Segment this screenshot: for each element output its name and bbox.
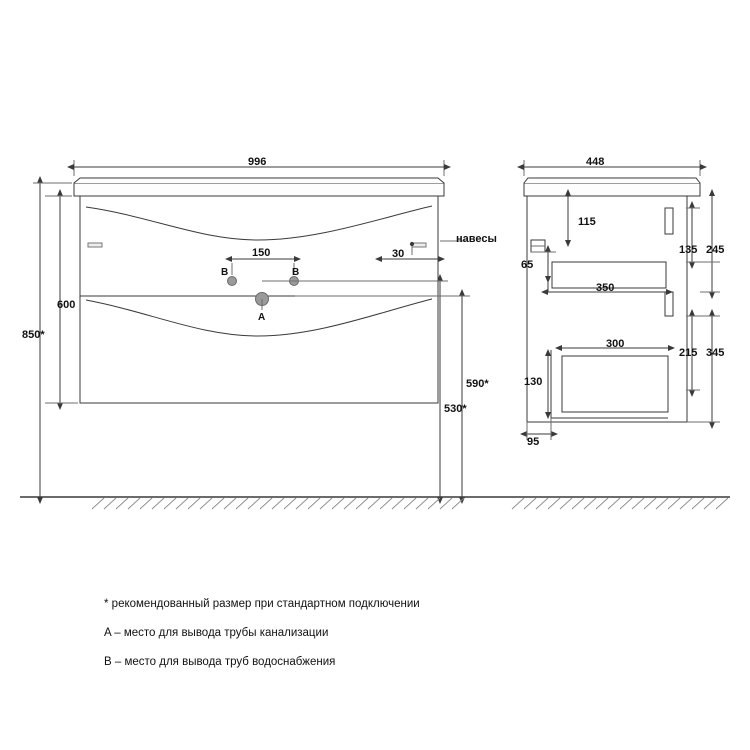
dim-front-total-height: 850* <box>22 329 45 341</box>
legend-notes <box>104 598 664 685</box>
dim-side-345: 345 <box>706 347 725 359</box>
note-recommended-size: * рекомендованный размер при стандартном подключении <box>104 598 420 610</box>
note-point-a: A – место для вывода трубы канализации <box>104 627 329 639</box>
dim-side-95: 95 <box>527 436 540 448</box>
dim-front-cabinet-height: 600 <box>57 299 76 311</box>
dim-side-215: 215 <box>679 347 698 359</box>
hangers-label: навесы <box>456 233 497 245</box>
dim-side-350: 350 <box>596 282 615 294</box>
dim-side-65: 65 <box>521 259 534 271</box>
note-point-b: B – место для вывода труб водоснабжения <box>104 656 336 668</box>
point-a-label: A <box>258 312 266 323</box>
dim-side-300: 300 <box>606 338 625 350</box>
dim-front-width: 996 <box>248 156 267 168</box>
dim-side-depth: 448 <box>586 156 605 168</box>
point-b-right-label: B <box>292 267 300 278</box>
dim-side-135: 135 <box>679 244 698 256</box>
point-b-left-label: B <box>221 267 229 278</box>
dim-side-130: 130 <box>524 376 543 388</box>
dim-front-150: 150 <box>252 247 271 259</box>
dim-front-530: 530* <box>444 403 467 415</box>
dim-side-115: 115 <box>578 216 596 228</box>
dim-front-590: 590* <box>466 378 489 390</box>
dim-front-30: 30 <box>392 248 405 260</box>
dim-side-245: 245 <box>706 244 725 256</box>
